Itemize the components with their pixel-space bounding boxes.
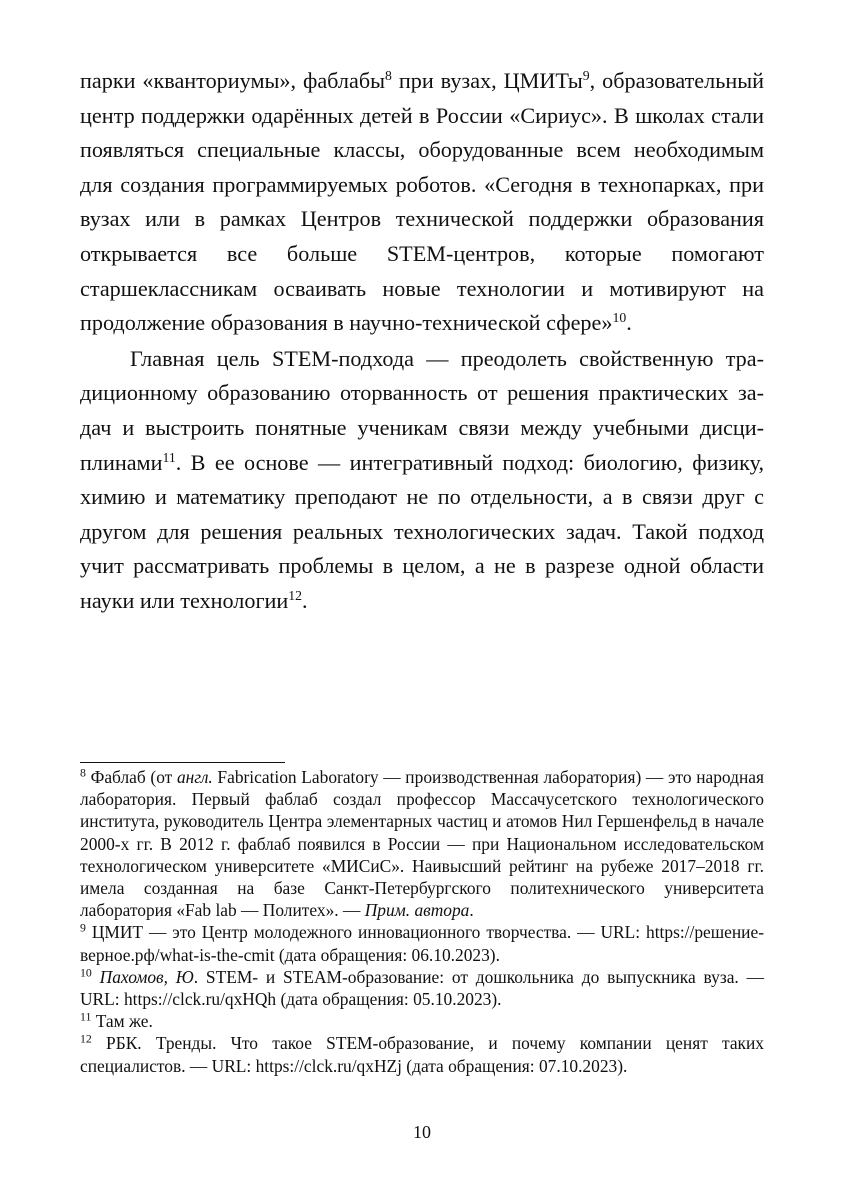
footnote-italic: Прим. автора bbox=[364, 900, 470, 921]
main-text bbox=[80, 64, 764, 619]
footnote-10 bbox=[80, 966, 764, 1010]
footnote-text: . bbox=[469, 900, 474, 921]
paragraph-text: . bbox=[626, 310, 632, 336]
footnote-number: 12 bbox=[80, 1031, 92, 1046]
paragraph-text: парки «кванториумы», фаблабы bbox=[80, 68, 386, 93]
footnote-number: 11 bbox=[80, 1009, 92, 1024]
footnotes bbox=[80, 766, 764, 1077]
paragraph-2 bbox=[80, 342, 764, 619]
paragraph-text: . В ее основе — интегративный подход: биологию, физику, химию и математику преподают не по отдельности, а в связи друг с другом для решения реальных технологических задач. Такой подход учит рассматривать проблемы в целом, а не в разрезе одной области науки или технологии bbox=[80, 449, 764, 613]
footnote-9 bbox=[80, 921, 764, 965]
footnote-ref-8[interactable]: 8 bbox=[385, 67, 392, 83]
footnote-text: Фаблаб (от bbox=[85, 767, 177, 787]
footnote-ref-11[interactable]: 11 bbox=[162, 449, 176, 465]
paragraph-text: Главная цель STEM-подхода — преодолеть свойственную традиционному образованию оторванность от решения практических задач и выстроить понятные ученикам связи между учебными дисциплинами bbox=[80, 345, 764, 475]
page-number: 10 bbox=[413, 1122, 431, 1142]
footnote-number: 9 bbox=[80, 920, 86, 935]
footnote-separator bbox=[80, 762, 285, 763]
paragraph-text: . bbox=[302, 587, 308, 613]
paragraph-1 bbox=[80, 64, 764, 341]
paragraph-text: при вузах, ЦМИТы bbox=[391, 68, 583, 93]
footnote-text: . STEM- и STEAM-образование: от дошкольника до выпускника вуза. — URL: https://clck.ru/qxHQh (дата обращения: 05.10.2023). bbox=[80, 966, 765, 1010]
footnote-ref-10[interactable]: 10 bbox=[612, 309, 627, 325]
footnote-11 bbox=[80, 1010, 764, 1032]
footnote-italic: Пахомов, Ю bbox=[99, 966, 194, 987]
footnote-ref-9[interactable]: 9 bbox=[582, 67, 590, 83]
footnote-text: РБК. Тренды. Что такое STEM-образование, и почему компании ценят таких специалистов. — URL: https://clck.ru/qxHZj (дата обращения: 07.10.2023). bbox=[80, 1033, 764, 1076]
paragraph-text: , образовательный центр поддержки одарённых детей в России «Сириус». В школах стали появляться специальные классы, оборудованные всем необходимым для создания программируемых роботов. «Сегодня в технопарках, при вузах или в рамках Центров технической поддержки образования открывается все больше STEM-центров, которые помогают старшеклассникам осваивать новые технологии и мотивируют на продолжение образования в научно-технической сфере» bbox=[80, 68, 764, 336]
footnote-8 bbox=[80, 766, 764, 921]
footnote-text: Fabrication Laboratory — производственная лаборатория) — это народная лаборатория. Первый фаблаб создал профессор Массачусетского технологического института, руководитель Центра элементарных частиц и атомов Нил Гершенфельд в начале 2000-х гг. В 2012 г. фаблаб появился в России — при Национальном исследовательском технологическом университете «МИСиС». Наивысший рейтинг на рубеже 2017–2018 гг. имела созданная на базе Санкт-Петербургского политехнического университета лаборатория «Fab lab — Политех». — bbox=[80, 767, 764, 921]
footnote-ref-12[interactable]: 12 bbox=[288, 587, 303, 603]
footnote-text: ЦМИТ — это Центр молодежного инновационного творчества. — URL: https://решение-верное.рф/what-is-the-cmit (дата обращения: 06.10.2023). bbox=[80, 922, 764, 965]
footnote-text: Там же. bbox=[91, 1011, 153, 1032]
footnote-italic: англ. bbox=[176, 767, 213, 787]
footnote-number: 10 bbox=[80, 965, 92, 980]
footnote-number: 8 bbox=[80, 765, 86, 780]
footnote-12 bbox=[80, 1032, 764, 1076]
